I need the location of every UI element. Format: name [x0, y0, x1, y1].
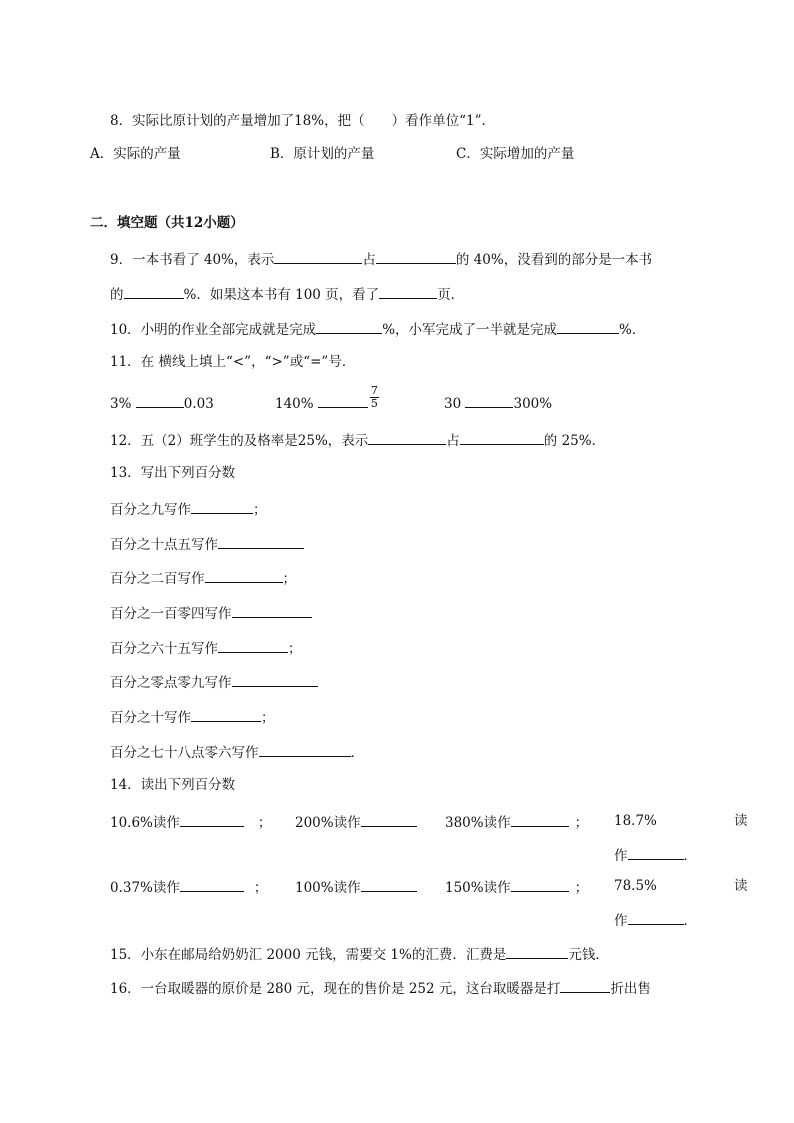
q14-text: 作 — [614, 913, 628, 929]
answer-blank[interactable] — [361, 812, 417, 827]
answer-blank[interactable] — [180, 812, 244, 827]
q9-text: 的 — [110, 287, 124, 303]
q8-option-b: B．原计划的产量 — [270, 146, 375, 162]
q15-text: 15．小东在邮局给奶奶汇 2000 元钱，需要交 1%的汇费．汇费是 — [110, 947, 507, 963]
q14-text: 380%读作 — [445, 815, 511, 831]
answer-blank[interactable] — [259, 742, 351, 757]
answer-blank[interactable] — [191, 707, 261, 722]
answer-blank[interactable] — [136, 393, 184, 408]
q9-text: 页． — [437, 287, 465, 303]
q14-text: 100%读作 — [295, 880, 361, 896]
question-12 — [110, 430, 605, 450]
q13-item — [110, 638, 302, 658]
q13-item — [110, 603, 312, 623]
q9-text: 占 — [362, 252, 376, 268]
answer-blank[interactable] — [511, 877, 569, 892]
q8-option-c: C．实际增加的产量 — [456, 146, 575, 162]
q13-item-end: ； — [288, 641, 302, 657]
q10-text: %，小军完成了一半就是完成 — [382, 322, 558, 338]
q11-text: 140% — [275, 396, 314, 412]
q13-item — [110, 707, 275, 727]
section-title: 二．填空题（共12小题） — [90, 215, 244, 231]
question-10 — [110, 319, 645, 339]
q9-text: %．如果这本书有 100 页，看了 — [183, 287, 380, 303]
answer-blank[interactable] — [460, 430, 544, 445]
answer-blank[interactable] — [368, 430, 446, 445]
q14-r2-item2 — [295, 877, 417, 897]
q14-r2-item4: 78.5% — [614, 878, 657, 894]
q13-item — [110, 499, 267, 519]
answer-blank[interactable] — [628, 845, 684, 860]
answer-blank[interactable] — [180, 877, 244, 892]
q16-text: 折出售 — [610, 981, 651, 997]
q14-r2-item3 — [445, 877, 588, 897]
q14-text: 0.37%读作 — [110, 880, 180, 896]
answer-blank[interactable] — [379, 284, 437, 299]
q10-text: 10．小明的作业全部完成就是完成 — [110, 322, 317, 338]
q14-text: 150%读作 — [445, 880, 511, 896]
answer-blank[interactable] — [560, 978, 610, 993]
q13-item — [110, 568, 296, 588]
q14-r1-item2 — [295, 812, 417, 832]
answer-blank[interactable] — [218, 534, 304, 549]
answer-blank[interactable] — [376, 249, 456, 264]
q13-item-text: 百分之九写作 — [110, 502, 191, 518]
fraction — [370, 385, 379, 410]
q13-item-text: 百分之十写作 — [110, 710, 191, 726]
question-14-stem: 14．读出下列百分数 — [110, 777, 236, 793]
answer-blank[interactable] — [205, 568, 283, 583]
answer-blank[interactable] — [506, 944, 568, 959]
q14-text: 200%读作 — [295, 815, 361, 831]
q13-item-end: ； — [261, 710, 275, 726]
q10-text: %． — [619, 322, 646, 338]
answer-blank[interactable] — [361, 877, 417, 892]
q14-sep: ； — [574, 880, 589, 896]
q11-text: 30 — [444, 396, 462, 412]
q13-item-text: 百分之一百零四写作 — [110, 606, 232, 622]
answer-blank[interactable] — [274, 249, 362, 264]
q14-r1-item4: 18.7% — [614, 813, 657, 829]
question-8-stem: 8．实际比原计划的产量增加了18%，把（ ）看作单位“1”． — [110, 113, 495, 129]
q11-item-a — [110, 393, 214, 413]
answer-blank[interactable] — [465, 393, 513, 408]
q8-option-a: A．实际的产量 — [90, 146, 181, 162]
answer-blank[interactable] — [124, 284, 184, 299]
question-16 — [110, 978, 651, 998]
q13-item-end: ； — [253, 502, 267, 518]
answer-blank[interactable] — [232, 672, 318, 687]
question-11-stem: 11．在 横线上填上“<”，“>”或“=”号． — [110, 354, 356, 370]
q13-item — [110, 534, 304, 554]
q14-sep: ； — [257, 815, 272, 831]
q13-item — [110, 672, 318, 692]
q14-end: ． — [683, 848, 697, 864]
q13-item-text: 百分之七十八点零六写作 — [110, 745, 259, 761]
q9-text: 9．一本书看了 40%，表示 — [110, 252, 275, 268]
answer-blank[interactable] — [218, 638, 288, 653]
q14-r2-du: 读 — [734, 878, 748, 894]
q11-text: 0.03 — [183, 396, 214, 412]
q11-text: 300% — [513, 396, 553, 412]
q14-r2-item4-cont — [614, 910, 697, 930]
q11-text: 3% — [110, 396, 132, 412]
q14-r1-item3 — [445, 812, 588, 832]
answer-blank[interactable] — [232, 603, 312, 618]
q14-r2-item1 — [110, 877, 267, 897]
q11-item-c — [444, 393, 552, 413]
q13-item — [110, 742, 364, 762]
question-15 — [110, 944, 609, 964]
q13-item-end: ； — [282, 571, 296, 587]
q14-text: 作 — [614, 848, 628, 864]
q15-text: 元钱． — [568, 947, 609, 963]
q12-text: 占 — [446, 433, 460, 449]
answer-blank[interactable] — [557, 319, 619, 334]
q13-item-text: 百分之二百写作 — [110, 571, 205, 587]
q14-sep: ； — [574, 815, 589, 831]
q12-text: 12．五（2）班学生的及格率是25%，表示 — [110, 433, 369, 449]
answer-blank[interactable] — [191, 499, 253, 514]
q14-r1-du: 读 — [734, 813, 748, 829]
fraction-denominator: 5 — [370, 397, 378, 410]
q11-item-b — [275, 384, 379, 413]
q14-sep: ； — [253, 880, 268, 896]
question-13-stem: 13．写出下列百分数 — [110, 465, 236, 481]
fraction-numerator: 7 — [370, 384, 378, 397]
q14-text: 10.6%读作 — [110, 815, 180, 831]
q14-end: ． — [683, 913, 697, 929]
question-9-line2 — [110, 284, 464, 304]
answer-blank[interactable] — [318, 393, 368, 408]
q16-text: 16．一台取暖器的原价是 280 元，现在的售价是 252 元，这台取暖器是打 — [110, 981, 561, 997]
answer-blank[interactable] — [511, 812, 569, 827]
q14-r1-item1 — [110, 812, 271, 832]
q13-item-text: 百分之零点零九写作 — [110, 675, 232, 691]
q13-item-end: ． — [350, 745, 364, 761]
q14-r1-item4-cont — [614, 845, 697, 865]
q9-text: 的 40%，没看到的部分是一本书 — [455, 252, 653, 268]
q13-item-text: 百分之十点五写作 — [110, 537, 218, 553]
question-9-line1 — [110, 249, 652, 269]
answer-blank[interactable] — [316, 319, 382, 334]
answer-blank[interactable] — [628, 910, 684, 925]
q13-item-text: 百分之六十五写作 — [110, 641, 218, 657]
q12-text: 的 25%． — [543, 433, 606, 449]
